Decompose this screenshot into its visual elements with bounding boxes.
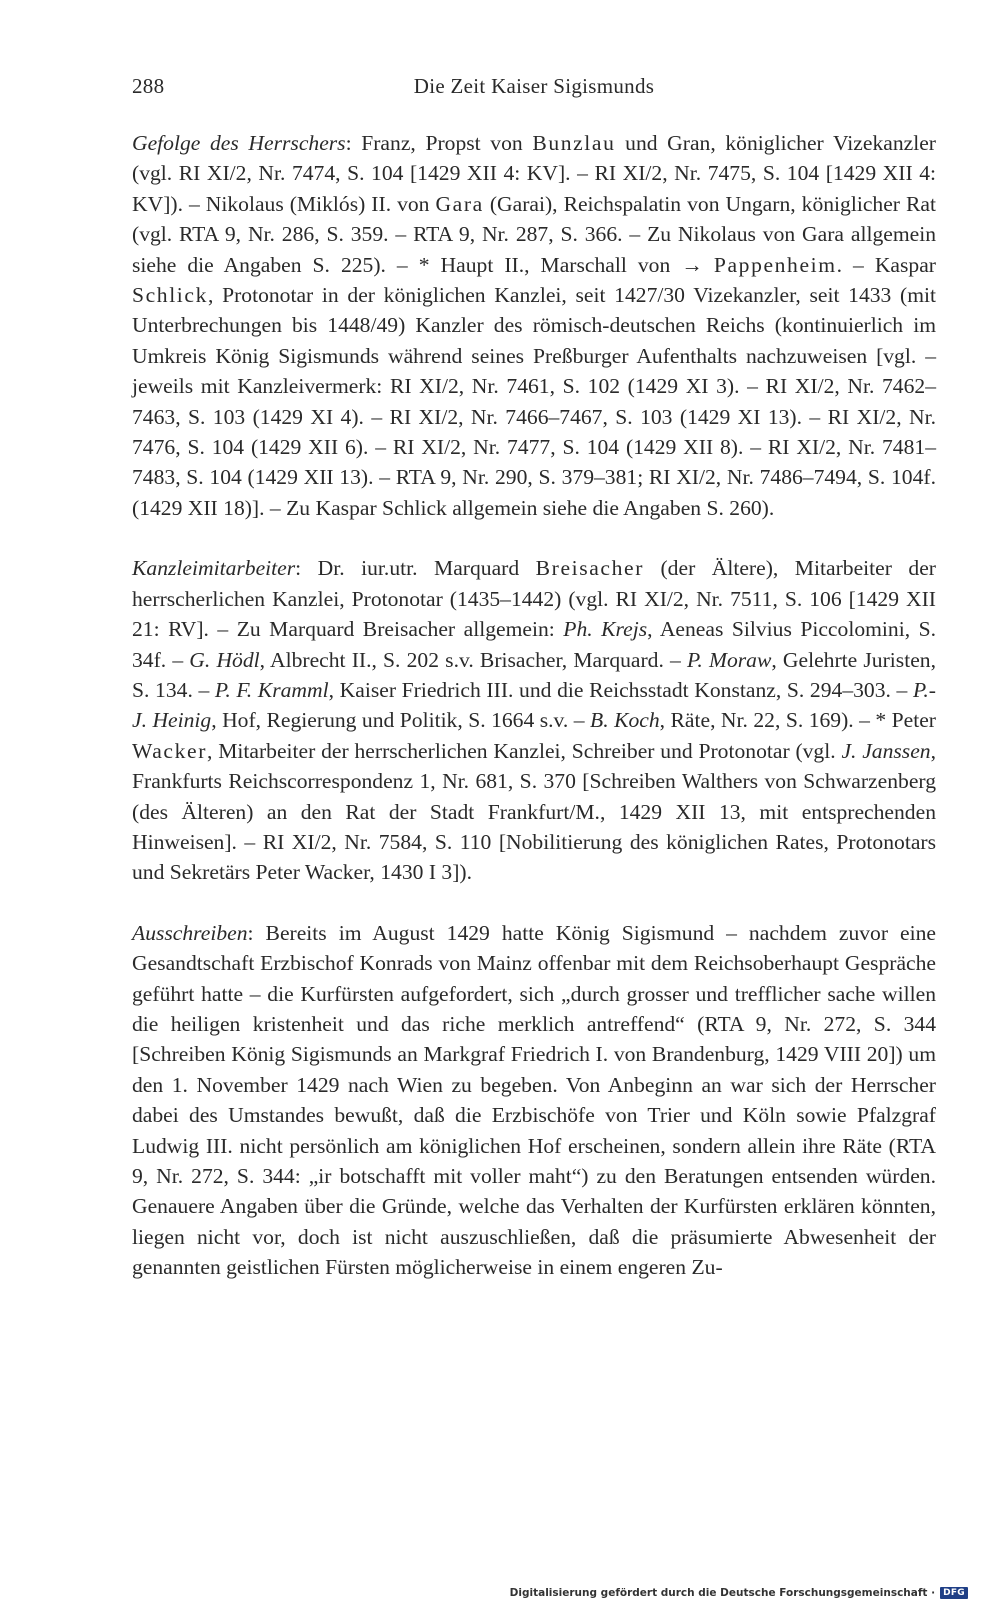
paragraph [132,128,936,523]
dfg-logo: DFG [940,1587,968,1599]
author-citation: G. Hödl [189,647,260,672]
person-or-place-name: Bunzlau [532,131,616,155]
author-citation: P. F. Kramml [214,677,329,702]
author-citation: B. Koch [590,708,660,733]
digitization-credit [510,1587,968,1599]
paragraph [132,553,936,887]
body-text [132,128,936,1313]
text-segment: , Gelehrte Juristen, S. 134. – [132,647,936,702]
person-or-place-name: Wacker [132,738,207,763]
text-segment: : Franz, Propst von [345,131,533,155]
text-segment: (der Ältere), Mitarbeiter der herrscherlichen Kanzlei, Protonotar (1435–1442) (vgl. RI XI/2, Nr. 7511, S. 106 [1429 XII 21: RV]. – Zu Marquard Breisacher allgemein: [132,556,936,642]
person-or-place-name: Pappenheim [713,252,837,277]
paragraph [132,918,936,1283]
author-citation: P. Moraw [687,647,772,672]
text-segment: (Garai), Reichspalatin von Ungarn, königlicher Rat (vgl. RTA 9, Nr. 286, S. 359. – RTA 9, Nr. 287, S. 366. – Zu Nikolaus von Gara allgemein siehe die Angaben S. 225). – * Haupt II., Marschall von → [132,191,936,277]
running-head: Die Zeit Kaiser Sigismunds [413,74,655,98]
text-segment: . – Kaspar [836,252,936,277]
paragraph-lead-term: Ausschreiben [132,920,248,945]
text-segment: , Frankfurts Reichscorrespondenz 1, Nr. 681, S. 370 [Schreiben Walthers von Schwarzenberg (des Älteren) an den Rat der Stadt Frankfurt/M., 1429 XII 13, mit entsprechenden Hinweisen]. – RI XI/2, Nr. 7584, S. 110 [Nobilitierung des königlichen Rates, Protonotars und Sekretärs Peter Wacker, 1430 I 3]). [132,738,936,885]
credit-text: Digitalisierung gefördert durch die Deutsche Forschungsgemeinschaft · [509,1587,936,1599]
text-segment: , Albrecht II., S. 202 s.v. Brisacher, Marquard. – [259,647,687,672]
author-citation: P.-J. Heinig [132,677,936,733]
author-citation: J. Janssen [841,738,931,763]
page-header [132,74,936,106]
text-segment: , Aeneas Silvius Piccolomini, S. 34f. – [132,617,936,672]
page-number: 288 [132,74,165,98]
paragraph-lead-term: Kanzleimitarbeiter [132,556,296,581]
paragraph-lead-term: Gefolge des Herrschers [132,131,346,155]
text-segment: , Kaiser Friedrich III. und die Reichsstadt Konstanz, S. 294–303. – [328,677,913,702]
text-segment: , Hof, Regierung und Politik, S. 1664 s.v. – [211,708,591,733]
person-or-place-name: Schlick [132,283,208,308]
text-segment: , Räte, Nr. 22, S. 169). – * Peter [659,708,936,733]
text-segment: , Mitarbeiter der herrscherlichen Kanzlei, Schreiber und Protonotar (vgl. [207,738,842,763]
person-or-place-name: Breisacher [535,556,644,581]
text-segment: : Bereits im August 1429 hatte König Sigismund – nachdem zuvor eine Gesandtschaft Erzbischof Konrads von Mainz offenbar mit dem Reichsoberhaupt Gespräche geführt hatte – die Kurfürsten aufgefordert, sich „durch grosser und trefflicher sache willen die heiligen kristenheit und das riche merklich antreffend“ (RTA 9, Nr. 272, S. 344 [Schreiben König Sigismunds an Markgraf Friedrich I. von Brandenburg, 1429 VIII 20]) um den 1. November 1429 nach Wien zu begeben. Von Anbeginn an war sich der Herrscher dabei des Umstandes bewußt, daß die Erzbischöfe von Trier und Köln sowie Pfalzgraf Ludwig III. nicht persönlich am königlichen Hof erscheinen, sondern allein ihre Räte (RTA 9, Nr. 272, S. 344: „ir botschafft mit voller maht“) zu den Beratungen entsenden würden. Genauere Angaben über die Gründe, welche das Verhalten der Kurfürsten erklären könnten, liegen nicht vor, doch ist nicht auszuschließen, daß die präsumierte Abwesenheit der genannten geistlichen Fürsten möglicherweise in einem engeren Zu- [132,920,936,1280]
text-segment: : Dr. iur.utr. Marquard [295,556,536,581]
text-segment: , Protonotar in der königlichen Kanzlei, seit 1427/30 Vizekanzler, seit 1433 (mit Unterbrechungen bis 1448/49) Kanzler des römisch-deutschen Reichs (kontinuierlich im Umkreis König Sigismunds während seines Preßburger Aufenthalts nachzuweisen [vgl. – jeweils mit Kanzleivermerk: RI XI/2, Nr. 7461, S. 102 (1429 XI 3). – RI XI/2, Nr. 7462–7463, S. 103 (1429 XI 4). – RI XI/2, Nr. 7466–7467, S. 103 (1429 XI 13). – RI XI/2, Nr. 7476, S. 104 (1429 XII 6). – RI XI/2, Nr. 7477, S. 104 (1429 XII 8). – RI XI/2, Nr. 7481–7483, S. 104 (1429 XII 13). – RTA 9, Nr. 290, S. 379–381; RI XI/2, Nr. 7486–7494, S. 104f. (1429 XII 18)]. – Zu Kaspar Schlick allgemein siehe die Angaben S. 260). [132,283,936,520]
author-citation: Ph. Krejs [563,617,648,642]
text-segment: und Gran, königlicher Vizekanzler (vgl. RI XI/2, Nr. 7474, S. 104 [1429 XII 4: KV]. – RI XI/2, Nr. 7475, S. 104 [1429 XII 4: KV]). – Nikolaus (Miklós) II. von [132,131,936,216]
person-or-place-name: Gara [435,191,484,216]
